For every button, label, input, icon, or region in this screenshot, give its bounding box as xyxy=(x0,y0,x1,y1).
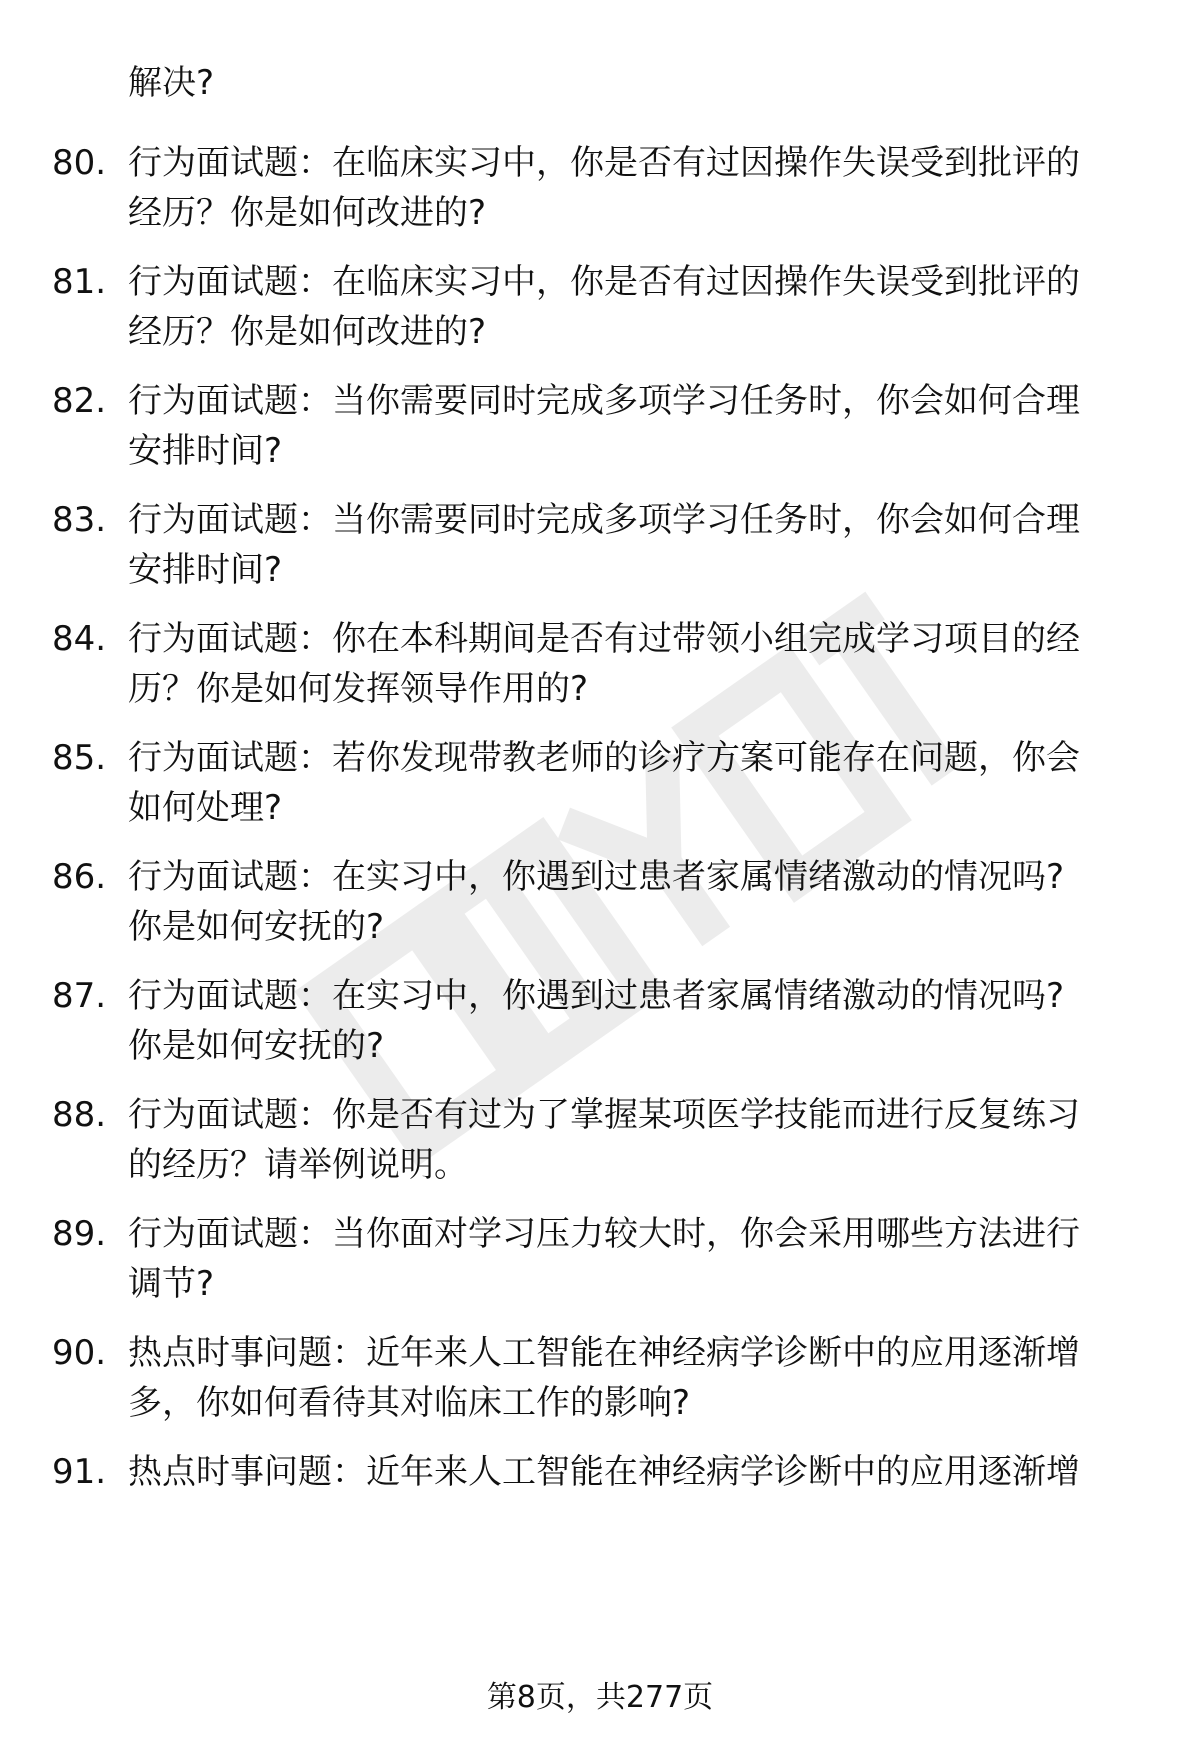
item-text-line1: 行为面试题：你是否有过为了掌握某项医学技能而进行反复练习 xyxy=(128,1095,1080,1135)
list-item xyxy=(0,1090,1200,1194)
item-number: 88. xyxy=(52,1095,107,1135)
item-number: 81. xyxy=(52,262,107,302)
item-text-line2: 历？你是如何发挥领导作用的? xyxy=(128,669,589,709)
item-text-line1: 行为面试题：在实习中，你遇到过患者家属情绪激动的情况吗? xyxy=(128,857,1065,897)
item-number: 86. xyxy=(52,857,107,897)
item-text-line1: 行为面试题：在临床实习中，你是否有过因操作失误受到批评的 xyxy=(128,143,1080,183)
item-number: 87. xyxy=(52,976,107,1016)
item-text-line2: 调节? xyxy=(128,1264,215,1304)
item-text-line1: 行为面试题：在实习中，你遇到过患者家属情绪激动的情况吗? xyxy=(128,976,1065,1016)
list-item xyxy=(0,852,1200,956)
item-text-line1: 行为面试题：在临床实习中，你是否有过因操作失误受到批评的 xyxy=(128,262,1080,302)
list-item xyxy=(0,257,1200,361)
list-item xyxy=(0,138,1200,242)
list-item xyxy=(0,376,1200,480)
item-number: 83. xyxy=(52,500,107,540)
item-number: 91. xyxy=(52,1452,107,1492)
list-item xyxy=(0,1328,1200,1432)
page-footer: 第8页，共277页 xyxy=(486,1680,714,1715)
item-text-line2: 的经历？请举例说明。 xyxy=(128,1145,468,1185)
item-number: 85. xyxy=(52,738,107,778)
item-number: 82. xyxy=(52,381,107,421)
item-text-line2: 安排时间? xyxy=(128,550,283,590)
list-item xyxy=(0,1447,1200,1551)
list-item xyxy=(0,614,1200,718)
continuation-text: 解决? xyxy=(128,63,215,103)
item-text-line1: 行为面试题：当你需要同时完成多项学习任务时，你会如何合理 xyxy=(128,500,1080,540)
item-number: 84. xyxy=(52,619,107,659)
item-number: 89. xyxy=(52,1214,107,1254)
item-number: 80. xyxy=(52,143,107,183)
item-number: 90. xyxy=(52,1333,107,1373)
item-text-line2: 经历？你是如何改进的? xyxy=(128,312,487,352)
list-item xyxy=(0,495,1200,599)
item-text-line2: 你是如何安抚的? xyxy=(128,907,385,947)
item-text-line2: 多，你如何看待其对临床工作的影响? xyxy=(128,1383,691,1423)
item-text-line1: 行为面试题：若你发现带教老师的诊疗方案可能存在问题，你会 xyxy=(128,738,1080,778)
item-text-line2: 如何处理? xyxy=(128,788,283,828)
item-text-line2: 经历？你是如何改进的? xyxy=(128,193,487,233)
list-item xyxy=(0,733,1200,837)
item-text-line1: 热点时事问题：近年来人工智能在神经病学诊断中的应用逐渐增 xyxy=(128,1452,1080,1492)
item-text-line2: 你是如何安抚的? xyxy=(128,1026,385,1066)
item-text-line1: 行为面试题：你在本科期间是否有过带领小组完成学习项目的经 xyxy=(128,619,1080,659)
list-item xyxy=(0,971,1200,1075)
item-text-line1: 行为面试题：当你面对学习压力较大时，你会采用哪些方法进行 xyxy=(128,1214,1080,1254)
list-item xyxy=(0,1209,1200,1313)
item-text-line1: 热点时事问题：近年来人工智能在神经病学诊断中的应用逐渐增 xyxy=(128,1333,1080,1373)
item-text-line1: 行为面试题：当你需要同时完成多项学习任务时，你会如何合理 xyxy=(128,381,1080,421)
item-text-line2: 安排时间? xyxy=(128,431,283,471)
